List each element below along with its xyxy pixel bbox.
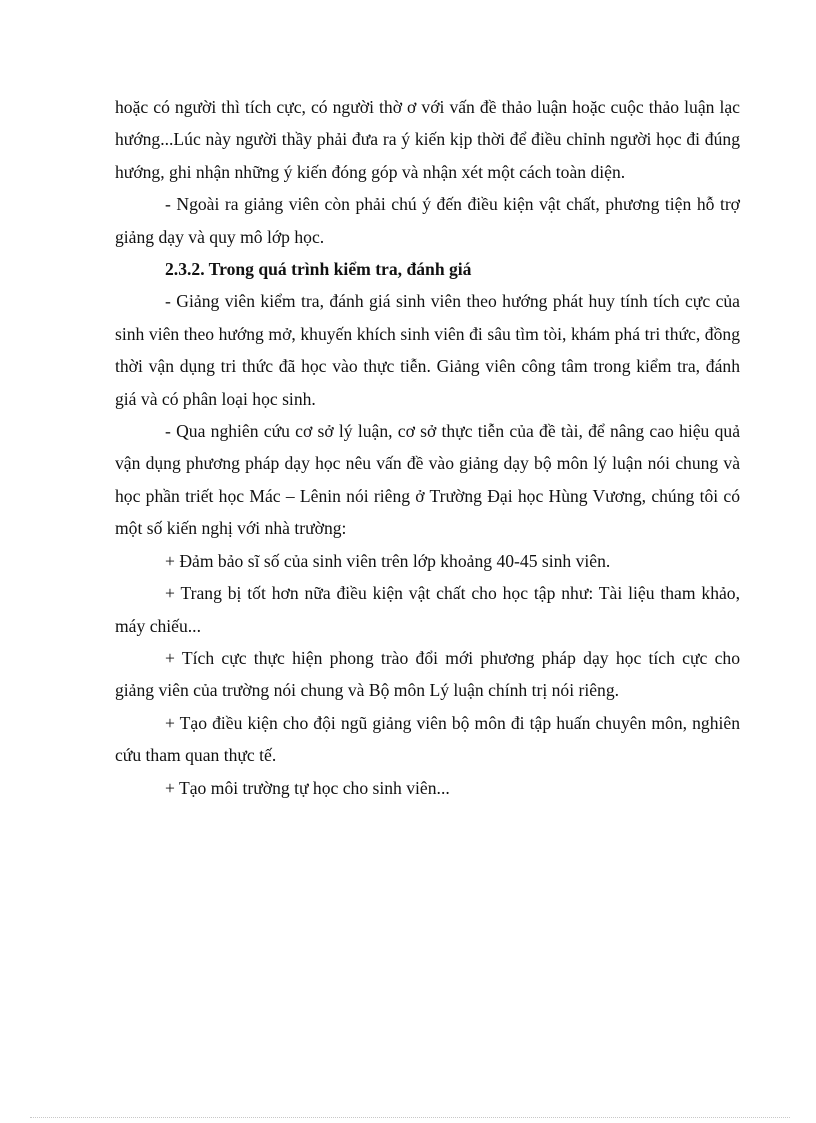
recommendation-method-innovation: + Tích cực thực hiện phong trào đổi mới phương pháp dạy học tích cực cho giảng viên của trường nói chung và Bộ môn Lý luận chính trị nói riêng. [115, 647, 740, 701]
paragraph-discussion-guidance: hoặc có người thì tích cực, có người thờ ơ với vấn đề thảo luận hoặc cuộc thảo luận lạc hướng...Lúc này người thầy phải đưa ra ý kiến kịp thời để điều chỉnh người học đi đúng hướng, ghi nhận những ý kiến đóng góp và nhận xét một cách toàn diện. [115, 97, 740, 182]
recommendation-class-size: + Đảm bảo sĩ số của sinh viên trên lớp khoảng 40-45 sinh viên. [165, 550, 611, 571]
recommendation-self-study: + Tạo môi trường tự học cho sinh viên... [165, 777, 450, 798]
paragraph-recommendations-intro: - Qua nghiên cứu cơ sở lý luận, cơ sở thực tiễn của đề tài, để nâng cao hiệu quả vận dụng phương pháp dạy học nêu vấn đề vào giảng dạy bộ môn lý luận nói chung và học phần triết học Mác – Lênin nói riêng ở Trường Đại học Hùng Vương, chúng tôi có một số kiến nghị với nhà trường: [115, 421, 740, 539]
recommendation-facilities: + Trang bị tốt hơn nữa điều kiện vật chất cho học tập như: Tài liệu tham khảo, máy chiếu... [115, 583, 740, 636]
paragraph-assessment: - Giảng viên kiểm tra, đánh giá sinh viên theo hướng phát huy tính tích cực của sinh viên theo hướng mở, khuyến khích sinh viên đi sâu tìm tòi, khám phá tri thức, đồng thời vận dụng tri thức đã học vào thực tiễn. Giảng viên công tâm trong kiểm tra, đánh giá và có phân loại học sinh. [115, 291, 740, 409]
section-heading-2-3-2: 2.3.2. Trong quá trình kiểm tra, đánh giá [165, 259, 472, 280]
paragraph-material-conditions: - Ngoài ra giảng viên còn phải chú ý đến điều kiện vật chất, phương tiện hỗ trợ giảng dạy và quy mô lớp học. [115, 194, 740, 247]
document-body [115, 91, 740, 804]
page-bottom-divider [30, 1117, 790, 1118]
recommendation-staff-training: + Tạo điều kiện cho đội ngũ giảng viên bộ môn đi tập huấn chuyên môn, nghiên cứu tham quan thực tế. [115, 712, 740, 766]
